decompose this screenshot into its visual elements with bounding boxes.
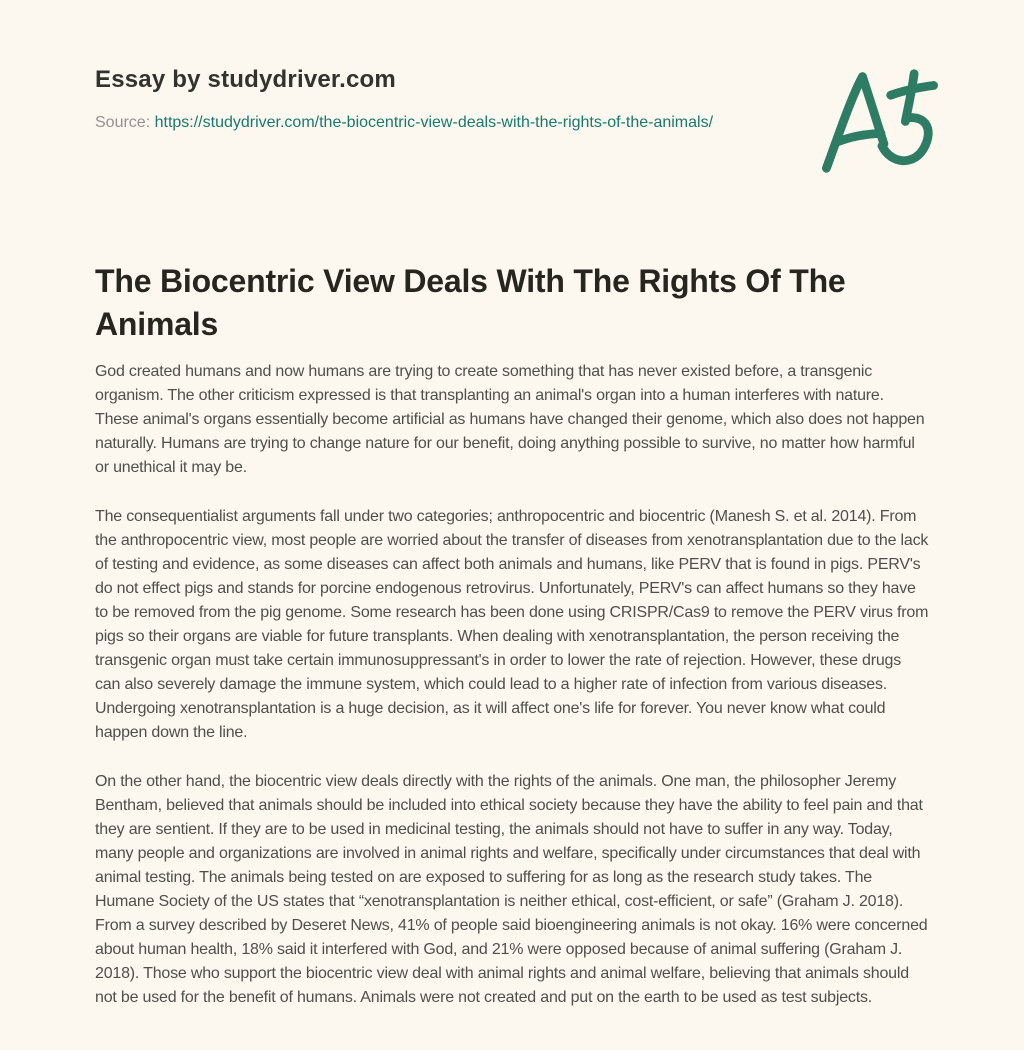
essay-title: The Biocentric View Deals With The Rights Of The Animals — [95, 263, 846, 342]
essay-body — [95, 360, 930, 1010]
header-text-block — [95, 66, 713, 136]
source-label: Source: — [95, 114, 151, 131]
studydriver-logo — [816, 64, 944, 184]
page-header — [95, 66, 930, 184]
a-plus-logo-icon — [816, 64, 944, 179]
essay-paragraph-2: The consequentialist arguments fall under two categories; anthropocentric and biocentric (Manesh S. et al. 2014). From the anthropocentric view, most people are worried about the transfer of diseases from xenotransplantation due to the lack of testing and evidence, as some diseases can affect both animals and humans, like PERV that is found in pigs. PERV's do not effect pigs and stands for porcine endogenous retrovirus. Unfortunately, PERV's can affect humans so they have to be removed from the pig genome. Some research has been done using CRISPR/Cas9 to remove the PERV virus from pigs so their organs are viable for future transplants. When dealing with xenotransplantation, the person receiving the transgenic organ must take certain immunosuppressant's in order to lower the rate of rejection. However, these drugs can also severely damage the immune system, which could lead to a higher rate of infection from various diseases. Undergoing xenotransplantation is a huge decision, as it will affect one's life for forever. You never know what could happen down the line. — [95, 508, 929, 741]
essay-paragraph-1: God created humans and now humans are trying to create something that has never existed before, a transgenic organism. The other criticism expressed is that transplanting an animal's organ into a human interferes with nature. These animal's organs essentially become artificial as humans have changed their genome, which also does not happen naturally. Humans are trying to change nature for our benefit, doing anything possible to survive, no matter how harmful or unethical it may be. — [95, 363, 925, 476]
byline: Essay by studydriver.com — [95, 66, 396, 93]
source-line — [95, 110, 713, 136]
source-link[interactable]: https://studydriver.com/the-biocentric-view-deals-with-the-rights-of-the-animals/ — [154, 114, 714, 131]
essay-paragraph-3: On the other hand, the biocentric view deals directly with the rights of the animals. One man, the philosopher Jeremy Bentham, believed that animals should be included into ethical society because they have the ability to feel pain and that they are sentient. If they are to be used in medicinal testing, the animals should not have to suffer in any way. Today, many people and organizations are involved in animal rights and welfare, specifically under circumstances that deal with animal testing. The animals being tested on are exposed to suffering for as long as the research study takes. The Humane Society of the US states that “xenotransplantation is neither ethical, cost-efficient, or safe” (Graham J. 2018). From a survey described by Deseret News, 41% of people said bioengineering animals is not okay. 16% were concerned about human health, 18% said it interfered with God, and 21% were opposed because of animal suffering (Graham J. 2018). Those who support the biocentric view deal with animal rights and animal welfare, believing that animals should not be used for the benefit of humans. Animals were not created and put on the earth to be used as test subjects. — [95, 773, 928, 1006]
